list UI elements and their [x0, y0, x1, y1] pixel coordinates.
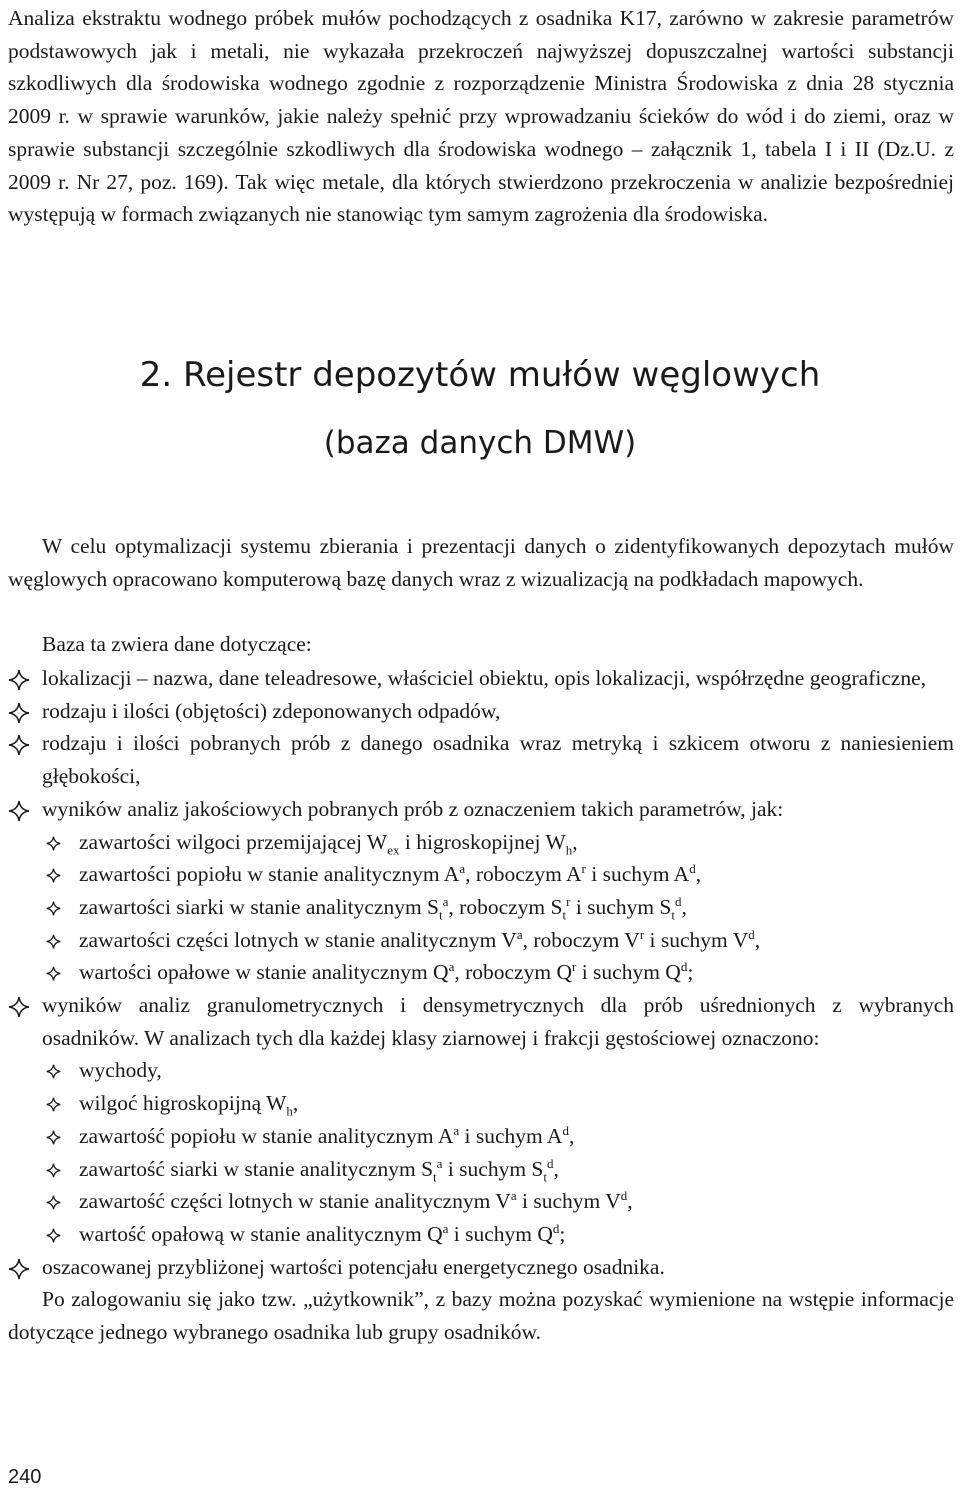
sub-list-item — [8, 1054, 954, 1087]
sparkle-bullet-icon — [8, 695, 30, 724]
sub-list-item — [8, 1153, 954, 1186]
list-item — [8, 662, 954, 695]
data-list — [8, 662, 954, 1349]
list-item — [8, 1251, 954, 1284]
sub-item-text: wartości opałowe w stanie analitycznym $Q^a$, roboczym $Q^r$ i suchym $Q^d$; — [79, 959, 694, 985]
list-item — [8, 695, 954, 728]
sub-list-item — [8, 956, 954, 989]
sub-list-item — [8, 1218, 954, 1251]
sub-list-item — [8, 1185, 954, 1218]
small-sparkle-bullet-icon — [46, 1153, 61, 1178]
small-sparkle-bullet-icon — [46, 1120, 61, 1145]
small-sparkle-bullet-icon — [46, 858, 61, 883]
contents-intro: Baza ta zwiera dane dotyczące: — [42, 632, 312, 656]
sub-item-text: wartość opałową w stanie analitycznym $Q^a$ i suchym $Q^d$; — [79, 1220, 566, 1246]
login-paragraph: Po zalogowaniu się jako tzw. „użytkownik”, z bazy można pozyskać wymienione na wstępie informacje dotyczące jednego wybranego osadnika lub grupy osadników. — [8, 1287, 954, 1345]
list-item-text: lokalizacji – nazwa, dane teleadresowe, właściciel obiektu, opis lokalizacji, współrzędne geograficzne, — [42, 666, 927, 690]
small-sparkle-bullet-icon — [46, 826, 61, 851]
sub-item-text: wychody, — [79, 1058, 162, 1083]
small-sparkle-bullet-icon — [46, 956, 61, 981]
list-item — [8, 727, 954, 792]
list-item-text: oszacowanej przybliżonej wartości potencjału energetycznego osadnika. — [42, 1254, 665, 1279]
sub-list-item — [8, 1120, 954, 1153]
small-sparkle-bullet-icon — [46, 924, 61, 949]
sub-list-item — [8, 826, 954, 859]
small-sparkle-bullet-icon — [46, 891, 61, 916]
sub-item-text: zawartości wilgoci przemijającej $W_{ex}$ i higroskopijnej $W_h$, — [79, 829, 578, 857]
list-item-text: wyników analiz jakościowych pobranych prób z oznaczeniem takich parametrów, jak: — [42, 796, 784, 821]
sub-item-text: wilgoć higroskopijną $W_h$, — [79, 1091, 299, 1119]
page-number: 240 — [8, 1466, 42, 1488]
sparkle-bullet-icon — [8, 793, 30, 822]
sub-list-item — [8, 924, 954, 957]
list-item — [8, 989, 954, 1054]
sub-item-text: zawartość części lotnych w stanie analitycznym $V^a$ i suchym $V^d$, — [79, 1188, 633, 1214]
small-sparkle-bullet-icon — [46, 1218, 61, 1243]
list-item-text: wyników analiz granulometrycznych i densymetrycznych dla prób uśrednionych z wybranych osadników. W analizach tych dla każdej klasy ziarnowej i frakcji gęstościowej oznaczono: — [42, 993, 954, 1050]
sub-list-item — [8, 891, 954, 924]
sparkle-bullet-icon — [8, 727, 30, 756]
database-paragraph: W celu optymalizacji systemu zbierania i prezentacji danych o zidentyfikowanych depozytach mułów węglowych opracowano komputerową bazę danych wraz z wizualizacją na podkładach mapowych. — [8, 534, 954, 591]
sparkle-bullet-icon — [8, 1251, 30, 1280]
sparkle-bullet-icon — [8, 662, 30, 691]
sub-item-text: zawartości części lotnych w stanie analitycznym $V^a$, roboczym $V^r$ i suchym $V^d$, — [79, 926, 761, 952]
small-sparkle-bullet-icon — [46, 1185, 61, 1210]
list-item-text: rodzaju i ilości (objętości) zdeponowanych odpadów, — [42, 698, 501, 723]
small-sparkle-bullet-icon — [46, 1054, 61, 1079]
section-subtitle: (baza danych DMW) — [323, 425, 637, 461]
sparkle-bullet-icon — [8, 989, 30, 1018]
sub-item-text: zawartości siarki w stanie analitycznym $S_t^a$, roboczym $S_t^r$ i suchym $S_t^d$, — [79, 893, 687, 923]
sub-item-text: zawartość siarki w stanie analitycznym $S_t^a$ i suchym $S_t^d$, — [79, 1155, 559, 1184]
sub-item-text: zawartość popiołu w stanie analitycznym $A^a$ i suchym $A^d$, — [79, 1122, 575, 1148]
intro-paragraph: Analiza ekstraktu wodnego próbek mułów pochodzących z osadnika K17, zarówno w zakresie parametrów podstawowych jak i metali, nie wykazała przekroczeń najwyższej dopuszczalnej wartości substancji szkodliwych dla środowiska wodnego zgodnie z rozporządzenie Ministra Środowiska z dnia 28 stycznia 2009 r. w sprawie warunków, jakie należy spełnić przy wprowadzaniu ścieków do wód i do ziemi, oraz w sprawie substancji szczególnie szkodliwych dla środowiska wodnego – załącznik 1, tabela I i II (Dz.U. z 2009 r. Nr 27, poz. 169). Tak więc metale, dla których stwierdzono przekroczenia w analizie bezpośredniej występują w formach związanych nie stanowiąc tym samym zagrożenia dla środowiska. — [8, 6, 954, 227]
small-sparkle-bullet-icon — [46, 1087, 61, 1112]
sub-list-item — [8, 858, 954, 891]
list-item — [8, 793, 954, 826]
sub-item-text: zawartości popiołu w stanie analitycznym $A^a$, roboczym $A^r$ i suchym $A^d$, — [79, 861, 702, 887]
section-title: 2. Rejestr depozytów mułów węglowych — [139, 355, 821, 395]
sub-list-item — [8, 1087, 954, 1120]
list-item-text: rodzaju i ilości pobranych prób z danego osadnika wraz metryką i szkicem otworu z naniesieniem głębokości, — [42, 731, 954, 789]
